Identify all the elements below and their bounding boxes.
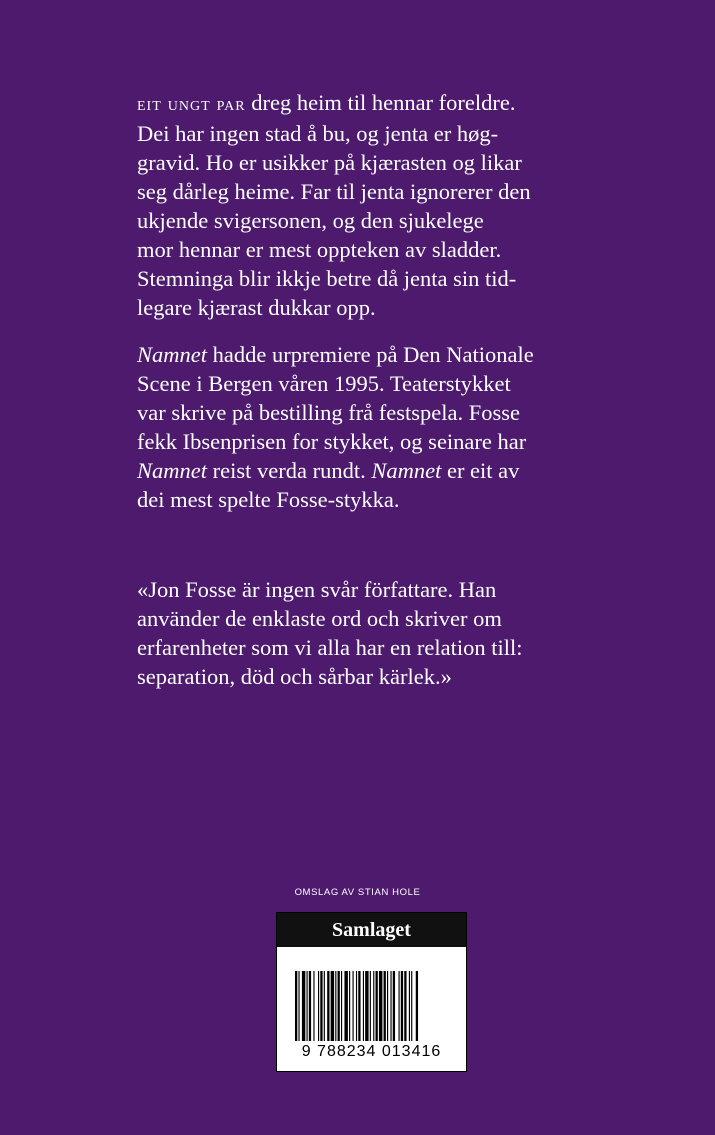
about-line-4: fekk Ibsenprisen for stykket, og seinare har bbox=[137, 429, 527, 454]
about-line-5 bbox=[137, 456, 597, 485]
about-line-2: Scene i Bergen våren 1995. Teaterstykket bbox=[137, 371, 511, 396]
blurb-line: Stemninga blir ikkje betre då jenta sin tid- bbox=[137, 266, 517, 291]
play-title: Namnet bbox=[137, 342, 207, 367]
about-line-1-rest: hadde urpremiere på Den Nationale bbox=[207, 342, 534, 367]
blurb-line: Dei har ingen stad å bu, og jenta er høg- bbox=[137, 121, 499, 146]
quote-line: separation, död och sårbar kärlek.» bbox=[137, 664, 452, 689]
barcode-icon bbox=[291, 971, 454, 1043]
blurb-line-1-rest: dreg heim til hennar foreldre. bbox=[245, 90, 516, 115]
play-title: Namnet bbox=[371, 458, 442, 483]
quote-line: erfarenheter som vi alla har en relation till: bbox=[137, 635, 523, 660]
cover-credit: OMSLAG AV STIAN HOLE bbox=[294, 887, 421, 898]
blurb-line: gravid. Ho er usikker på kjærasten og likar bbox=[137, 150, 522, 175]
play-title: Namnet bbox=[137, 458, 207, 483]
isbn-number: 9 788234 013416 bbox=[301, 1043, 442, 1060]
about-line-1 bbox=[137, 340, 597, 369]
about-line-6: dei mest spelte Fosse-stykka. bbox=[137, 487, 400, 512]
barcode-label bbox=[276, 912, 467, 1072]
blurb-lead: eit ungt par bbox=[137, 93, 246, 115]
quote-line: «Jon Fosse är ingen svår författare. Han bbox=[137, 577, 497, 602]
publisher-logo: Samlaget bbox=[277, 913, 466, 947]
blurb-paragraph bbox=[137, 88, 597, 322]
about-line-3: var skrive på bestilling frå festspela. Fosse bbox=[137, 400, 521, 425]
blurb-line: seg dårleg heime. Far til jenta ignorerer den bbox=[137, 179, 531, 204]
quote-line: använder de enklaste ord och skriver om bbox=[137, 606, 502, 631]
about-line-5-mid: reist verda rundt. bbox=[207, 458, 372, 483]
blurb-line-1 bbox=[137, 88, 597, 119]
about-paragraph bbox=[137, 340, 597, 514]
about-line-5-rest: er eit av bbox=[441, 458, 520, 483]
review-quote bbox=[137, 575, 597, 691]
blurb-line: mor hennar er mest oppteken av sladder. bbox=[137, 237, 502, 262]
blurb-line: ukjende svigersonen, og den sjukelege bbox=[137, 208, 484, 233]
blurb-line: legare kjærast dukkar opp. bbox=[137, 295, 376, 320]
